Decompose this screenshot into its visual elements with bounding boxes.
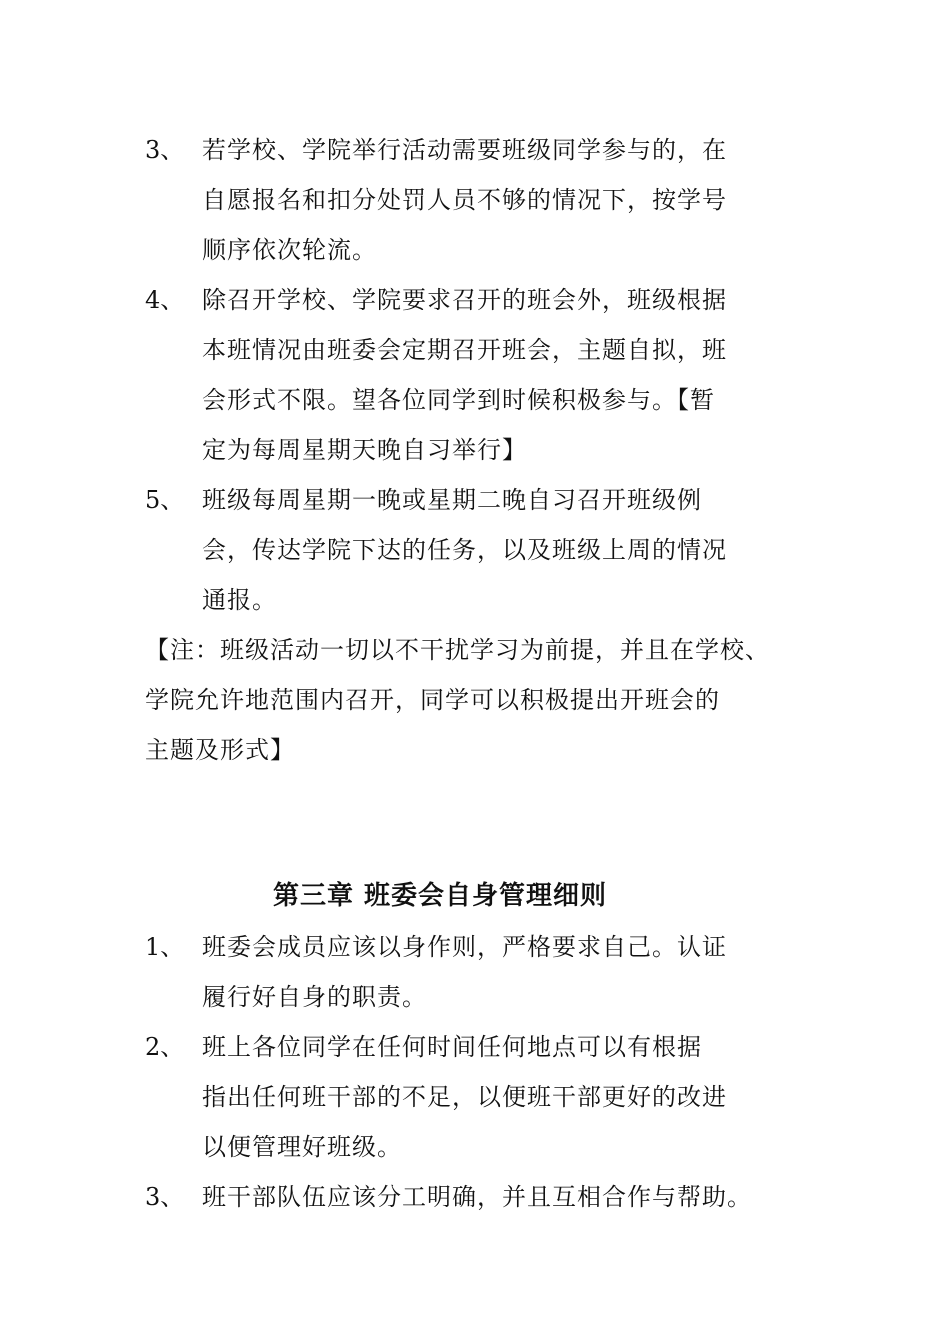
- note-line: 【注：班级活动一切以不干扰学习为前提，并且在学校、: [145, 636, 770, 664]
- item-number: 3、: [145, 1183, 185, 1211]
- item-text-line: 自愿报名和扣分处罚人员不够的情况下，按学号: [202, 186, 727, 214]
- item-text-line: 班级每周星期一晚或星期二晚自习召开班级例: [202, 486, 702, 514]
- item-text-line: 会，传达学院下达的任务，以及班级上周的情况: [202, 536, 727, 564]
- item-text-line: 若学校、学院举行活动需要班级同学参与的，在: [202, 136, 727, 164]
- item-text-line: 班干部队伍应该分工明确，并且互相合作与帮助。: [202, 1183, 752, 1211]
- note-line: 学院允许地范围内召开，同学可以积极提出开班会的: [145, 686, 720, 714]
- item-text-line: 以便管理好班级。: [202, 1133, 402, 1161]
- item-number: 5、: [145, 486, 185, 514]
- item-number: 2、: [145, 1033, 185, 1061]
- item-number: 3、: [145, 136, 185, 164]
- item-text-line: 班委会成员应该以身作则，严格要求自己。认证: [202, 933, 727, 961]
- item-number: 4、: [145, 286, 185, 314]
- chapter-heading: 第三章 班委会自身管理细则: [272, 881, 608, 911]
- item-text-line: 指出任何班干部的不足，以便班干部更好的改进: [202, 1083, 727, 1111]
- item-text-line: 本班情况由班委会定期召开班会，主题自拟，班: [202, 336, 727, 364]
- item-text-line: 履行好自身的职责。: [202, 983, 427, 1011]
- item-text-line: 班上各位同学在任何时间任何地点可以有根据: [202, 1033, 702, 1061]
- item-text-line: 会形式不限。望各位同学到时候积极参与。【暂: [202, 386, 715, 414]
- item-text-line: 通报。: [202, 586, 277, 614]
- item-number: 1、: [145, 933, 185, 961]
- item-text-line: 定为每周星期天晚自习举行】: [202, 436, 527, 464]
- item-text-line: 顺序依次轮流。: [202, 236, 377, 264]
- note-line: 主题及形式】: [145, 736, 295, 764]
- item-text-line: 除召开学校、学院要求召开的班会外，班级根据: [202, 286, 727, 314]
